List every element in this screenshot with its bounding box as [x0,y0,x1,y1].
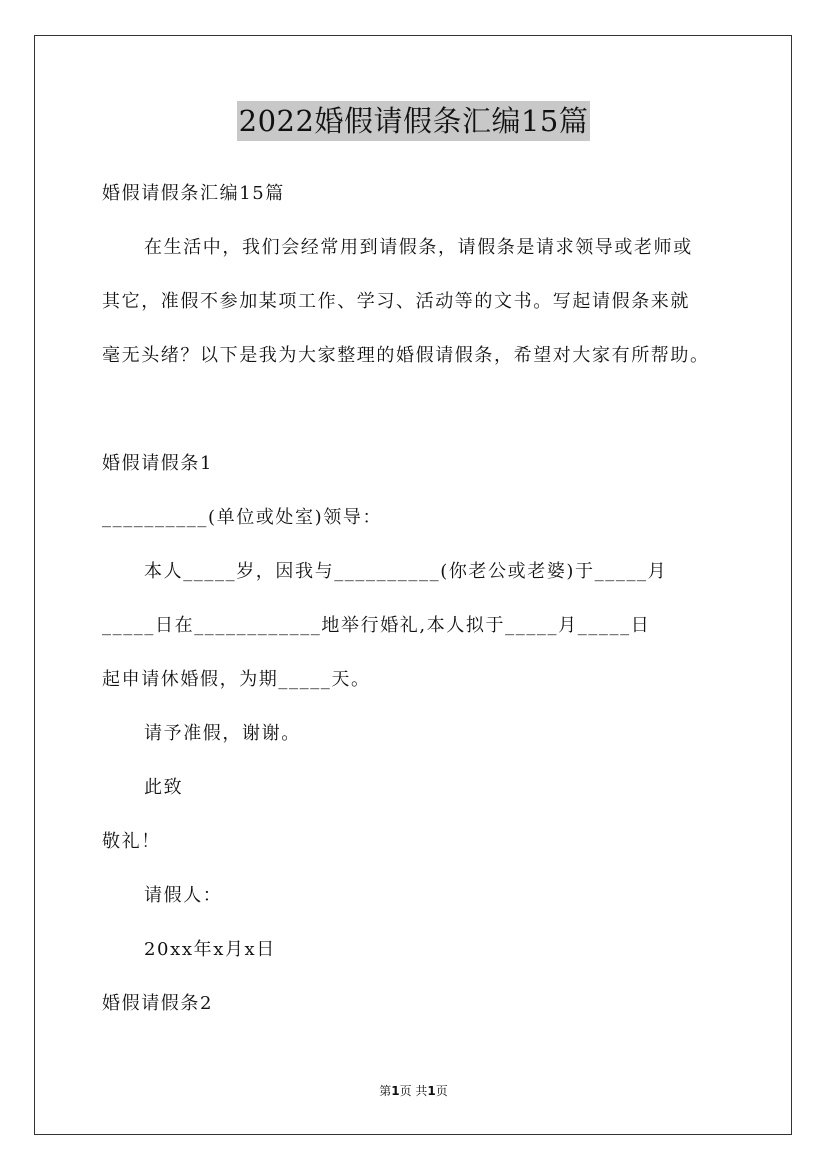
intro-line-1: 在生活中，我们会经常用到请假条，请假条是请求领导或老师或 [144,237,693,258]
section1-body-line-1: 本人_____岁，因我与__________(你老公或老婆)于_____月 [144,561,668,582]
document-title: 2022婚假请假条汇编15篇 [237,101,591,141]
intro-line-2: 其它，准假不参加某项工作、学习、活动等的文书。写起请假条来就 [102,291,690,312]
section1-date: 20xx年x月x日 [144,939,276,960]
footer-middle: 页 共 [399,1084,428,1098]
section1-request: 请予准假，谢谢。 [144,723,301,744]
document-subtitle: 婚假请假条汇编15篇 [102,183,285,204]
section1-heading: 婚假请假条1 [102,453,214,474]
section1-signer: 请假人： [144,885,223,906]
footer-suffix: 页 [435,1084,448,1098]
intro-line-3: 毫无头绪？以下是我为大家整理的婚假请假条，希望对大家有所帮助。 [102,345,710,366]
section1-salutation: __________(单位或处室)领导： [102,507,383,528]
section1-body-line-3: 起申请休婚假，为期_____天。 [102,669,371,690]
footer-total-pages: 1 [427,1084,436,1098]
footer-page-number: 1 [391,1084,400,1098]
title-wrap [0,101,827,141]
section1-closing-2: 敬礼！ [102,831,161,852]
section1-body-line-2: _____日在____________地举行婚礼,本人拟于_____月_____日 [102,615,651,636]
page-footer [0,1083,827,1099]
section2-heading: 婚假请假条2 [102,993,214,1014]
section1-closing-1: 此致 [144,777,184,798]
footer-prefix: 第 [379,1084,392,1098]
